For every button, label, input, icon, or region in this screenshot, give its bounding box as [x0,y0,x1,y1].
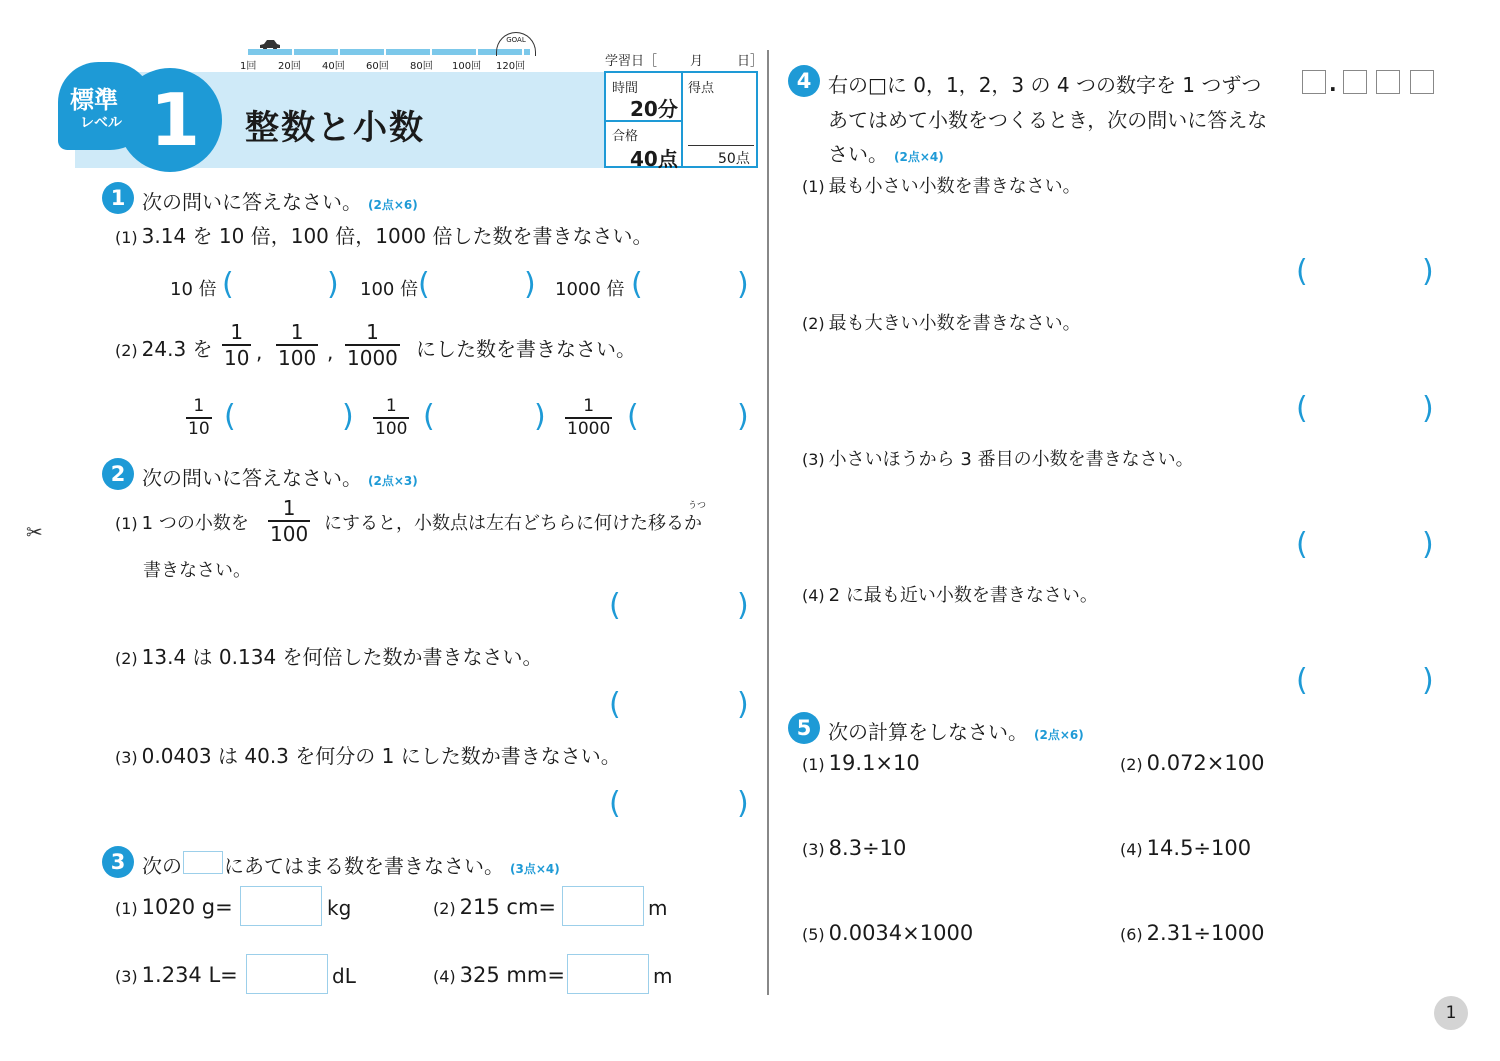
fraction: 1 1000 [567,396,611,439]
fraction: 1 10 [224,320,250,370]
timeline-label: 60回 [366,61,389,72]
q4-part: (3) 小さいほうから 3 番目の小数を書きなさい。 [802,449,1194,470]
q1-ans-label: 100 倍 [360,279,419,300]
blank-box-icon [183,851,223,874]
paren-open: ( [222,267,234,302]
timeline-label: 80回 [410,61,433,72]
q5-item: (2) 0.072×100 [1120,751,1265,775]
digit-box [1302,70,1326,94]
q3-heading-a: 次の [142,854,182,878]
badge-top-text: 標準 [70,86,118,114]
unit-number: 1 [150,78,201,162]
q2-part2: (2) 13.4 は 0.134 を何倍した数か書きなさい。 [115,645,543,669]
paren-open: ( [418,267,430,302]
q3-unit: m [648,896,668,920]
q3-unit: kg [327,896,352,920]
timeline-label: 40回 [322,61,345,72]
q3-item: (3) 1.234 L= [115,963,238,987]
digit-box [1343,70,1367,94]
q4-line1: 右の□に 0，1，2，3 の 4 つの数字を 1 つずつ [828,73,1262,97]
q1-part2: (2) 24.3 を [115,337,213,361]
fraction: 1 1000 [347,320,398,370]
paren-close: ) [737,588,749,623]
score-label: 得点 [688,81,715,96]
q1-ans-label: 1000 倍 [555,279,625,300]
pass-label: 合格 [612,129,639,144]
paren-open: ( [1296,663,1308,698]
car-icon [258,36,282,48]
paren-open: ( [609,687,621,722]
q4-line2: あてはめて小数をつくるとき，次の問いに答えな [828,108,1268,132]
q5-item: (6) 2.31÷1000 [1120,921,1265,945]
fraction: 1 100 [278,320,317,370]
q1-part2-tail: にした数を書きなさい。 [416,337,636,361]
q3-item: (1) 1020 g= [115,895,233,919]
q2-heading: 次の問いに答えなさい。 (2点×3) [142,466,418,490]
q3-heading-b: にあてはまる数を書きなさい。 (3点×4) [224,854,560,878]
answer-box[interactable] [562,886,644,926]
paren-open: ( [1296,254,1308,289]
paren-close: ) [1422,527,1434,562]
ruby-text: うつ [688,501,707,511]
day-label: 日］ [737,54,764,69]
q2-part1: (1) 1 つの小数を [115,513,249,534]
q3-item: (2) 215 cm= [433,895,557,919]
paren-open: ( [609,786,621,821]
q5-heading: 次の計算をしなさい。 (2点×6) [828,720,1084,744]
timeline-label: 120回 [496,61,526,72]
page-number: 1 [1434,996,1468,1030]
score-total: 50点 [718,151,750,167]
q5-item: (3) 8.3÷10 [802,836,907,860]
q4-part: (2) 最も大きい小数を書きなさい。 [802,313,1081,334]
q3-number: 3 [102,846,134,878]
page-title: 整数と小数 [245,108,425,148]
goal-mark: GOAL [496,32,536,56]
paren-open: ( [627,399,639,434]
column-divider [767,50,769,995]
timeline-label: 100回 [452,61,482,72]
q4-line3: さい。 (2点×4) [828,142,944,166]
paren-close: ) [737,786,749,821]
badge-bottom-text: レベル [80,115,122,131]
decimal-point: . [1329,72,1337,96]
q4-part: (4) 2 に最も近い小数を書きなさい。 [802,585,1098,606]
q2-part1-c: 書きなさい。 [143,560,251,581]
q3-unit: dL [332,964,356,988]
answer-box[interactable] [567,954,649,994]
paren-open: ( [1296,527,1308,562]
scissors-icon: ✂ [26,520,43,544]
q1-ans-label: 10 倍 [170,279,217,300]
q1-part1: (1) 3.14 を 10 倍，100 倍，1000 倍した数を書きなさい。 [115,224,653,248]
digit-box [1376,70,1400,94]
timeline-label: 20回 [278,61,301,72]
paren-open: ( [609,588,621,623]
paren-close: ) [737,687,749,722]
q4-part: (1) 最も小さい小数を書きなさい。 [802,176,1081,197]
q5-item: (1) 19.1×10 [802,751,920,775]
paren-close: ) [737,267,749,302]
fraction: 1 10 [188,396,210,439]
pass-value: 40点 [630,147,678,171]
time-label: 時間 [612,81,639,96]
score-box [604,71,758,171]
q1-heading: 次の問いに答えなさい。 (2点×6) [142,190,418,214]
month-label: 月 [690,54,704,69]
q5-item: (5) 0.0034×1000 [802,921,974,945]
paren-close: ) [524,267,536,302]
q5-number: 5 [788,712,820,744]
paren-close: ) [534,399,546,434]
paren-close: ) [1422,663,1434,698]
paren-close: ) [342,399,354,434]
q1-number: 1 [102,182,134,214]
q2-part3: (3) 0.0403 は 40.3 を何分の 1 にした数か書きなさい。 [115,744,621,768]
study-date-label: 学習日［ [605,54,658,69]
q3-item: (4) 325 mm= [433,963,565,987]
paren-open: ( [423,399,435,434]
progress-timeline [240,32,540,72]
paren-close: ) [1422,391,1434,426]
q5-item: (4) 14.5÷100 [1120,836,1252,860]
timeline-label: 1回 [240,61,257,72]
fraction: 1 100 [270,496,309,546]
paren-open: ( [631,267,643,302]
digit-box [1410,70,1434,94]
paren-open: ( [224,399,236,434]
q4-number: 4 [788,65,820,97]
q2-part1-b: にすると，小数点は左右どちらに何けた移るか [324,513,702,534]
paren-open: ( [1296,391,1308,426]
q3-unit: m [653,964,673,988]
paren-close: ) [327,267,339,302]
paren-close: ) [737,399,749,434]
time-value: 20分 [630,97,678,121]
fraction: 1 100 [375,396,408,439]
q2-number: 2 [102,458,134,490]
answer-box[interactable] [240,886,322,926]
answer-box[interactable] [246,954,328,994]
paren-close: ) [1422,254,1434,289]
